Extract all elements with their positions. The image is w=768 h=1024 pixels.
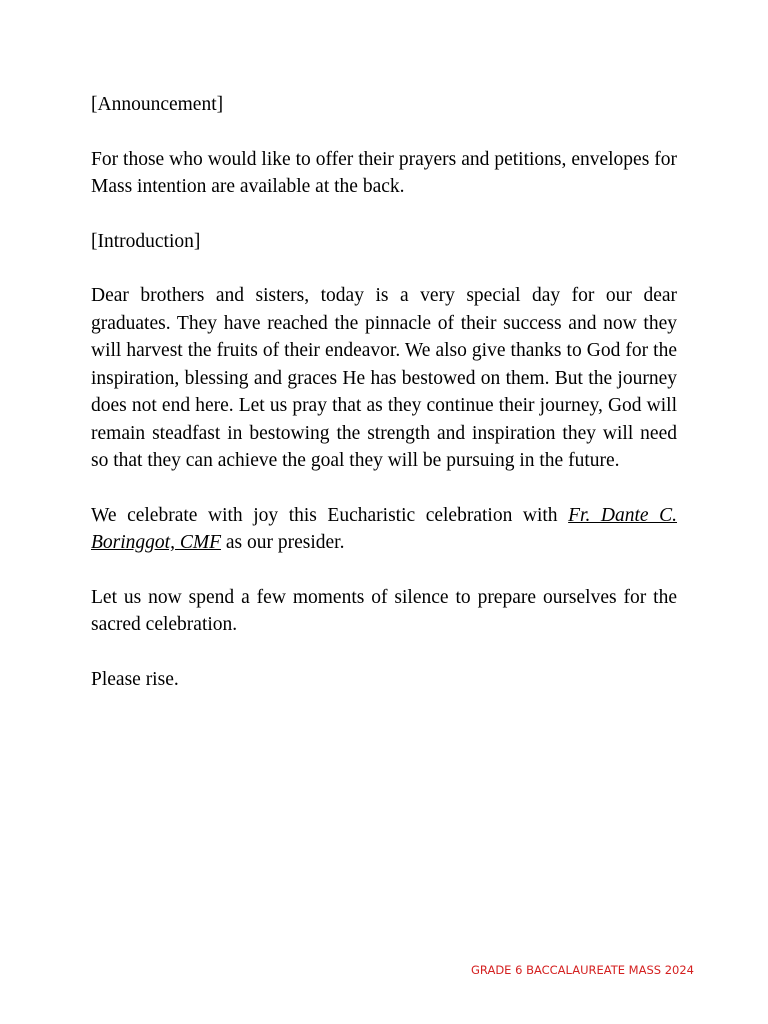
document-body — [91, 91, 677, 720]
silence-paragraph: Let us now spend a few moments of silence to prepare ourselves for the sacred celebration. — [91, 586, 677, 635]
celebration-text-after: as our presider. — [221, 532, 345, 553]
introduction-paragraph: Dear brothers and sisters, today is a very special day for our dear graduates. They have reached the pinnacle of their success and now they will harvest the fruits of their endeavor. We also give thanks to God for the inspiration, blessing and graces He has bestowed on them. But the journey does not end here. Let us pray that as they continue their journey, God will remain steadfast in bestowing the strength and inspiration they will need so that they can achieve the goal they will be pursuing in the future. — [91, 285, 677, 471]
presider-name: Fr. Dante C. Boringgot, CMF — [91, 504, 678, 553]
announcement-heading: [Announcement] — [91, 94, 224, 115]
celebration-text-before: We celebrate with joy this Eucharistic celebration with — [91, 504, 569, 526]
page-footer: GRADE 6 BACCALAUREATE MASS 2024 — [471, 963, 694, 977]
celebration-paragraph — [91, 502, 677, 557]
rise-paragraph: Please rise. — [91, 668, 179, 690]
introduction-heading: [Introduction] — [91, 230, 201, 252]
announcement-paragraph: For those who would like to offer their prayers and petitions, envelopes for Mass intention are available at the back. — [91, 148, 677, 197]
